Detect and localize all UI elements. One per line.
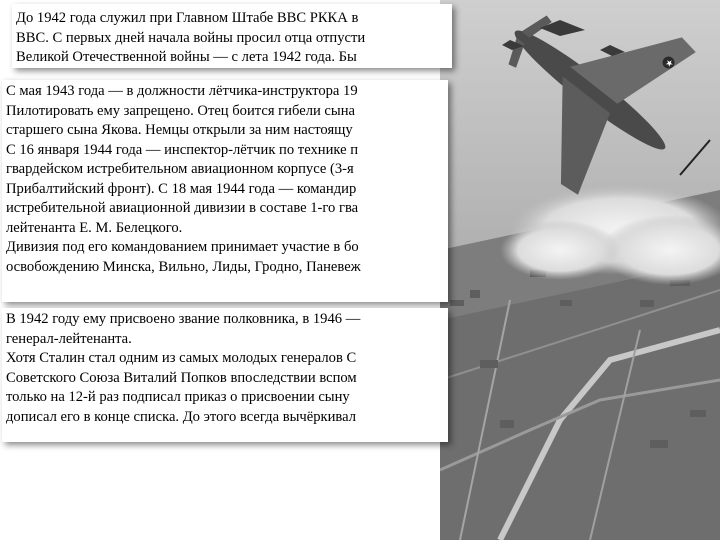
text-line: Прибалтийский фронт). С 18 мая 1944 года — командир (6, 180, 357, 197)
text-line: С мая 1943 года — в должности лётчика-инструктора 19 (6, 83, 358, 99)
text-line: Дивизия под его командованием принимает участие в бо (6, 239, 359, 255)
text-line: До 1942 года служил при Главном Штабе ВВС РККА в (16, 10, 359, 26)
text-line: гвардейском истребительном авиационном корпусе (3-я (6, 161, 354, 177)
aerial-combat-photo (440, 0, 720, 540)
text-line: Пилотировать ему запрещено. Отец боится гибели сына (6, 102, 356, 119)
text-line: дописал его в конце списка. До этого всегда вычёркивал (6, 408, 356, 425)
text-line: истребительной авиационной дивизии в составе 1-го гва (6, 200, 359, 216)
text-line: освобождению Минска, Вильно, Лиды, Гродно, Паневеж (6, 258, 361, 275)
text-block-ranks (2, 308, 448, 442)
text-line: В 1942 году ему присвоено звание полковника, в 1946 — (6, 311, 361, 327)
text-line: только на 12-й раз подписал приказ о присвоении сыну (6, 389, 350, 405)
text-block-service (2, 80, 448, 302)
text-line: старшего сына Якова. Немцы открыли за ним настоящу (6, 122, 353, 138)
text-line: Советского Союза Виталий Попков впоследствии вспом (6, 369, 357, 386)
text-line: Хотя Сталин стал одним из самых молодых генералов С (6, 350, 357, 366)
text-line: Великой Отечественной войны — с лета 1942 года. Бы (16, 49, 357, 65)
text-line: ВВС. С первых дней начала войны просил отца отпусти (16, 29, 366, 46)
svg-text:★: ★ (662, 57, 676, 71)
text-line: лейтенанта Е. М. Белецкого. (6, 219, 183, 236)
text-line: генерал-лейтенанта. (6, 330, 132, 347)
text-line: С 16 января 1944 года — инспектор-лётчик по технике п (6, 141, 359, 158)
text-block-intro (12, 4, 452, 68)
